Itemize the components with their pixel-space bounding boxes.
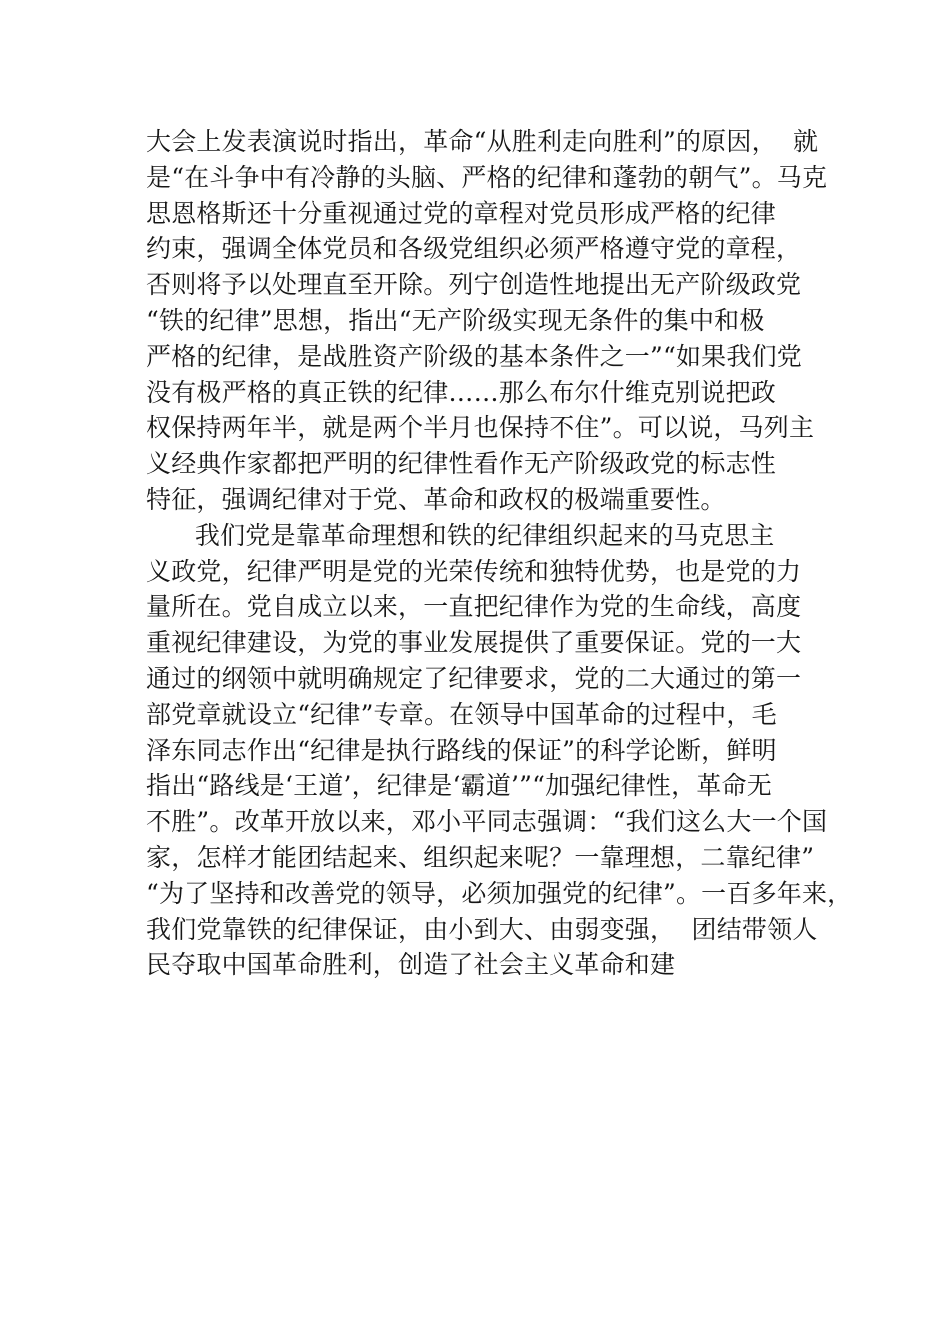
text-line: “为了坚持和改善党的领导，必须加强党的纪律”。一百多年来， xyxy=(146,878,853,908)
paragraph-start-line: 我们党是靠革命理想和铁的纪律组织起来的马克思主 xyxy=(146,520,775,550)
text-line: 义经典作家都把严明的纪律性看作无产阶级政党的标志性 xyxy=(146,449,777,479)
body-text xyxy=(146,124,853,983)
text-line: 民夺取中国革命胜利，创造了社会主义革命和建 xyxy=(146,950,676,980)
text-line: 部党章就设立“纪律”专章。在领导中国革命的过程中，毛 xyxy=(146,699,777,729)
text-line: 指出“路线是‘王道’，纪律是‘霸道’”“加强纪律性，革命无 xyxy=(146,771,772,801)
text-line: 家，怎样才能团结起来、组织起来呢？一靠理想，二靠纪律” xyxy=(146,842,815,872)
text-line: 我们党靠铁的纪律保证，由小到大、由弱变强， 团结带领人 xyxy=(146,914,818,944)
text-line: 义政党，纪律严明是党的光荣传统和独特优势，也是党的力 xyxy=(146,556,802,586)
text-line: 否则将予以处理直至开除。列宁创造性地提出无产阶级政党 xyxy=(146,270,802,300)
text-line: 量所在。党自成立以来，一直把纪律作为党的生命线，高度 xyxy=(146,592,802,622)
text-line: “铁的纪律”思想，指出“无产阶级实现无条件的集中和极 xyxy=(146,305,765,335)
text-line: 重视纪律建设，为党的事业发展提供了重要保证。党的一大 xyxy=(146,628,802,658)
text-line: 权保持两年半，就是两个半月也保持不住”。可以说，马列主 xyxy=(146,413,815,443)
text-line: 约束，强调全体党员和各级党组织必须严格遵守党的章程， xyxy=(146,234,802,264)
text-line: 通过的纲领中就明确规定了纪律要求，党的二大通过的第一 xyxy=(146,663,802,693)
text-line: 泽东同志作出“纪律是执行路线的保证”的科学论断，鲜明 xyxy=(146,735,777,765)
text-line: 大会上发表演说时指出，革命“从胜利走向胜利”的原因， 就 xyxy=(146,127,819,156)
text-line: 严格的纪律，是战胜资产阶级的基本条件之一”“如果我们党 xyxy=(146,341,802,371)
text-line: 是“在斗争中有冷静的头脑、严格的纪律和蓬勃的朝气”。马克 xyxy=(146,162,828,192)
text-line: 不胜”。改革开放以来，邓小平同志强调：“我们这么大一个国 xyxy=(146,807,828,837)
text-line: 思恩格斯还十分重视通过党的章程对党员形成严格的纪律 xyxy=(146,198,777,228)
text-line: 特征，强调纪律对于党、革命和政权的极端重要性。 xyxy=(146,484,726,514)
text-line: 没有极严格的真正铁的纪律……那么布尔什维克别说把政 xyxy=(146,377,777,407)
